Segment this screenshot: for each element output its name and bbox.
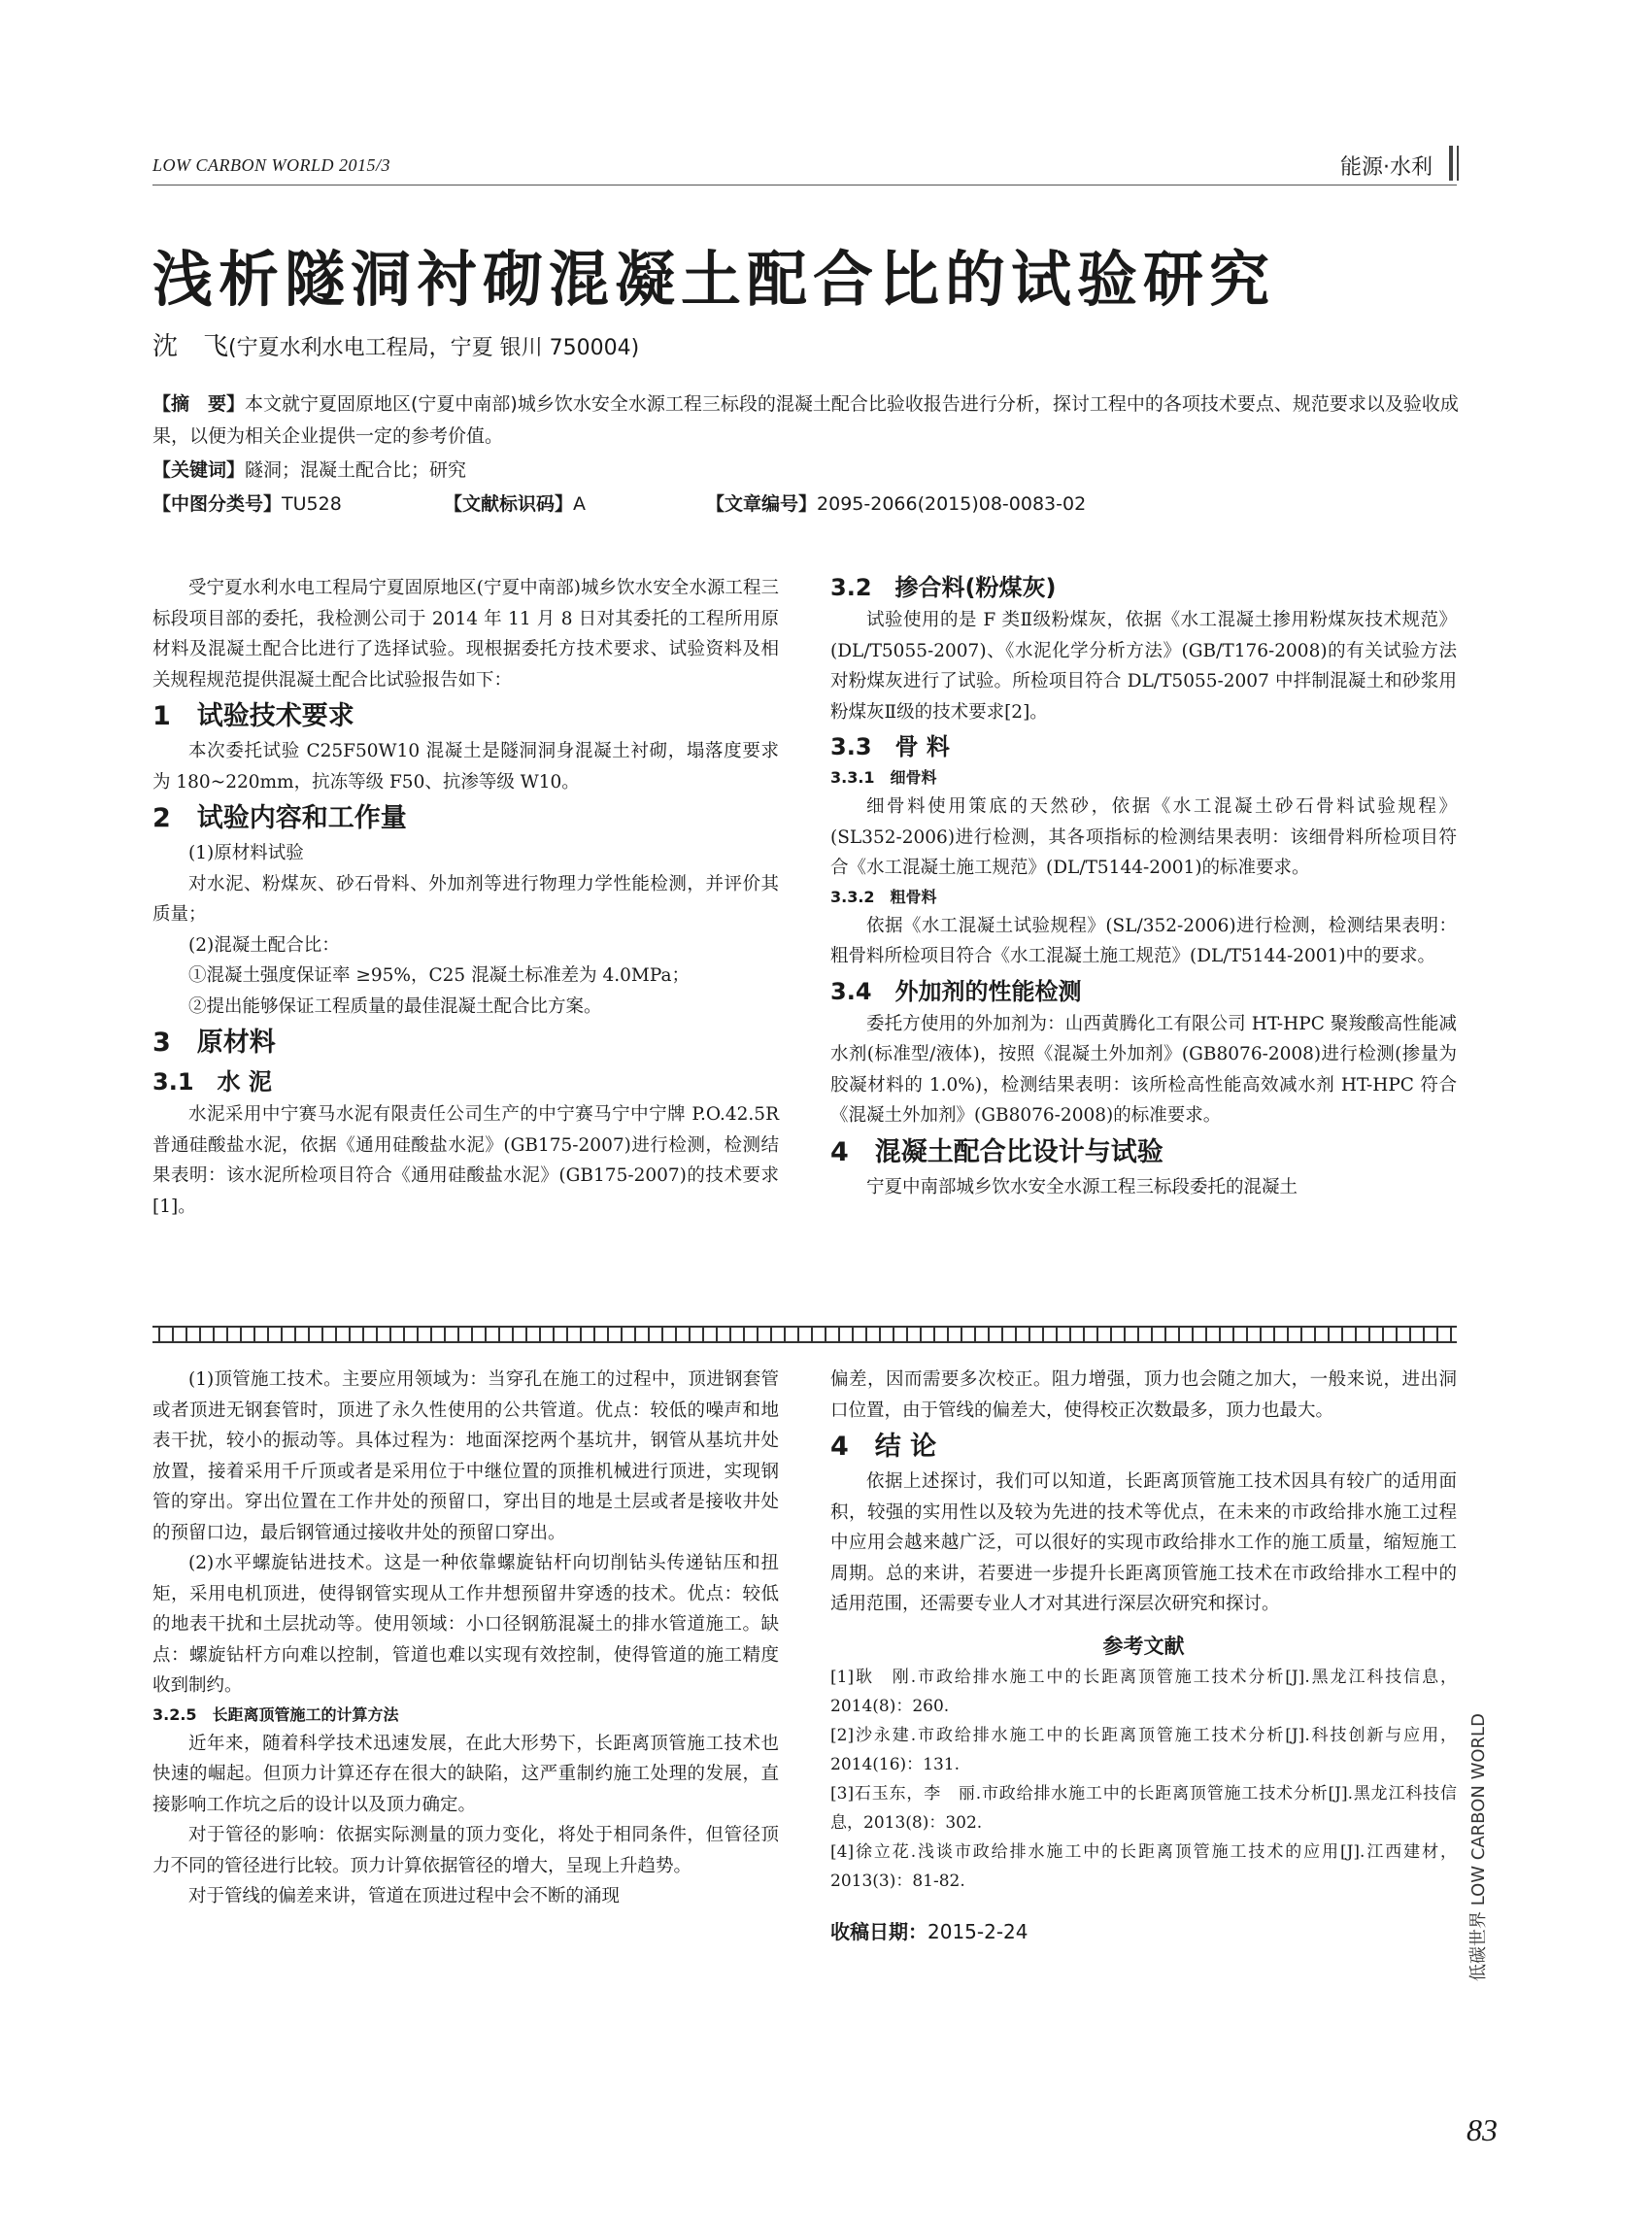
keywords-label: 【关键词】 [152, 459, 246, 481]
section-2-item1-text: 对水泥、粉煤灰、砂石骨料、外加剂等进行物理力学性能检测，并评价其质量； [152, 873, 779, 925]
conclusion-heading: 4 结 论 [830, 1432, 937, 1462]
section-3-3-2-heading: 3.3.2 粗骨料 [830, 887, 937, 906]
pipe-deviation-paragraph: 对于管线的偏差来讲，管道在顶进过程中会不断的涌现 [188, 1886, 621, 1906]
reference-item: [1]耿 刚.市政给排水施工中的长距离顶管施工技术分析[J].黑龙江科技信息，2014(8)：260. [830, 1667, 1457, 1716]
section-3-1-text: 水泥采用中宁赛马水泥有限责任公司生产的中宁赛马宁中宁牌 P.O.42.5R 普通硅酸盐水泥，依据《通用硅酸盐水泥》(GB175-2007)进行检测，检测结果表明：该水泥所检项目符合《通用硅酸盐水泥》(GB175-2007)的技术要求[1]。 [152, 1104, 779, 1217]
abstract [152, 388, 1473, 453]
reference-item: [3]石玉东，李 丽.市政给排水施工中的长距离顶管施工技术分析[J].黑龙江科技信息，2013(8)：302. [830, 1783, 1457, 1833]
auger-boring-paragraph: (2)水平螺旋钻进技术。这是一种依靠螺旋钻杆向切削钻头传递钻压和扭矩，采用电机顶进，使得钢管实现从工作井想预留井穿透的技术。优点：较低的地表干扰和土层扰动等。使用领域：小口径钢筋混凝土的排水管道施工。缺点：螺旋钻杆方向难以控制，管道也难以实现有效控制，使得管道的施工精度收到制约。 [152, 1553, 779, 1696]
deviation-continued: 偏差，因而需要多次校正。阻力增强，顶力也会随之加大，一般来说，进出洞口位置，由于管线的偏差大，使得校正次数最多，顶力也最大。 [830, 1369, 1457, 1421]
keywords-text: 隧洞；混凝土配合比；研究 [245, 459, 467, 481]
page-number: 83 [1467, 2112, 1498, 2147]
section-3-4-text: 委托方使用的外加剂为：山西黄腾化工有限公司 HT-HPC 聚羧酸高性能减水剂(标准型/液体)，按照《混凝土外加剂》(GB8076-2008)进行检测(掺量为胶凝材料的 1.0%)，检测结果表明：该所检高性能高效减水剂 HT-HPC 符合《混凝土外加剂》(GB8076-2008)的标准要求。 [830, 1013, 1457, 1126]
left-column-top [152, 573, 779, 1222]
section-3-heading: 3 原材料 [152, 1028, 276, 1058]
intro-paragraph: 受宁夏水利水电工程局宁夏固原地区(宁夏中南部)城乡饮水安全水源工程三标段项目部的委托，我检测公司于 2014 年 11 月 8 日对其委托的工程所用原材料及混凝土配合比进行了选择试验。现根据委托方技术要求、试验资料及相关规程规范提供混凝土配合比试验报告如下： [152, 578, 779, 691]
section-2-item2: (2)混凝土配合比： [188, 934, 340, 956]
abstract-label: 【摘 要】 [152, 393, 246, 415]
section-header: 能源·水利 [1340, 155, 1433, 180]
author-name: 沈 飞 [152, 332, 229, 361]
section-4-heading: 4 混凝土配合比设计与试验 [830, 1136, 1163, 1167]
section-1-heading: 1 试验技术要求 [152, 701, 354, 731]
section-3-3-1-text: 细骨料使用策底的天然砂，依据《水工混凝土砂石骨料试验规程》(SL352-2006)进行检测，其各项指标的检测结果表明：该细骨料所检项目符合《水工混凝土施工规范》(DL/T5144-2001)的标准要求。 [830, 796, 1457, 878]
abstract-text: 本文就宁夏固原地区(宁夏中南部)城乡饮水安全水源工程三标段的混凝土配合比验收报告进行分析，探讨工程中的各项技术要点、规范要求以及验收成果，以便为相关企业提供一定的参考价值。 [152, 393, 1459, 447]
section-2-item2a: ①混凝土强度保证率 ≥95%，C25 混凝土标准差为 4.0MPa； [188, 965, 690, 986]
article-number: 【文章编号】2095-2066(2015)08-0083-02 [706, 493, 1087, 515]
keywords [152, 455, 1473, 487]
received-date: 收稿日期：2015-2-24 [830, 1919, 1028, 1943]
header-bar-thin [1457, 146, 1459, 181]
section-3-3-2-text: 依据《水工混凝土试验规程》(SL/352-2006)进行检测，检测结果表明：粗骨料所检项目符合《水工混凝土施工规范》(DL/T5144-2001)中的要求。 [830, 915, 1457, 966]
conclusion-paragraph: 依据上述探讨，我们可以知道，长距离顶管施工技术因具有较广的适用面积，较强的实用性以及较为先进的技术等优点，在未来的市政给排水施工过程中应用会越来越广泛，可以很好的实现市政给排水工作的施工质量，缩短施工周期。总的来讲，若要进一步提升长距离顶管施工技术在市政给排水工程中的适用范围，还需要专业人才对其进行深层次研究和探讨。 [830, 1471, 1457, 1614]
clc: 【中图分类号】TU528 [152, 493, 342, 515]
page-divider [152, 1326, 1457, 1343]
left-column-bottom [152, 1365, 779, 1912]
section-2-item1: (1)原材料试验 [188, 843, 304, 863]
paper-title: 浅析隧洞衬砌混凝土配合比的试验研究 [152, 244, 1276, 315]
reference-item: [2]沙永建.市政给排水施工中的长距离顶管施工技术分析[J].科技创新与应用，2014(16)：131. [830, 1725, 1457, 1774]
right-column-top [830, 568, 1457, 1202]
section-3-3-1-heading: 3.3.1 细骨料 [830, 768, 937, 787]
pipe-diameter-paragraph: 对于管径的影响：依据实际测量的顶力变化，将处于相同条件，但管径顶力不同的管径进行比较。顶力计算依据管径的增大，呈现上升趋势。 [152, 1825, 779, 1876]
pipe-jacking-paragraph: (1)顶管施工技术。主要应用领域为：当穿孔在施工的过程中，顶进钢套管或者顶进无钢套管时，顶进了永久性使用的公共管道。优点：较低的噪声和地表干扰，较小的振动等。具体过程为：地面深挖两个基坑井，钢管从基坑井处放置，接着采用千斤顶或者是采用位于中继位置的顶推机械进行顶进，实现钢管的穿出。穿出位置在工作井处的预留口，穿出目的地是土层或者是接收井处的预留口边，最后钢管通过接收井处的预留口穿出。 [152, 1369, 779, 1543]
section-4-text: 宁夏中南部城乡饮水安全水源工程三标段委托的混凝土 [866, 1176, 1298, 1197]
section-3-3-heading: 3.3 骨 料 [830, 733, 950, 760]
header-bar [1449, 146, 1453, 181]
section-2-heading: 2 试验内容和工作量 [152, 803, 407, 833]
side-journal-label: 低碳世界 LOW CARBON WORLD [1468, 1713, 1489, 1981]
section-3-1-heading: 3.1 水 泥 [152, 1068, 272, 1096]
reference-item: [4]徐立花.浅谈市政给排水施工中的长距离顶管施工技术的应用[J].江西建材，2013(3)：81-82. [830, 1841, 1457, 1891]
journal-header: LOW CARBON WORLD 2015/3 [152, 155, 390, 175]
section-3-2-text: 试验使用的是 F 类Ⅱ级粉煤灰，依据《水工混凝土掺用粉煤灰技术规范》(DL/T5055-2007)、《水泥化学分析方法》(GB/T176-2008)的有关试验方法对粉煤灰进行了试验。所检项目符合 DL/T5055-2007 中拌制混凝土和砂浆用粉煤灰Ⅱ级的技术要求[2]。 [830, 610, 1457, 723]
right-column-bottom [830, 1365, 1457, 1947]
calc-method-paragraph: 近年来，随着科学技术迅速发展，在此大形势下，长距离顶管施工技术也快速的崛起。但顶力计算还存在很大的缺陷，这严重制约施工处理的发展，直接影响工作坑之后的设计以及顶力确定。 [152, 1733, 779, 1815]
section-3-2-heading: 3.2 掺合料(粉煤灰) [830, 574, 1057, 601]
section-1-text: 本次委托试验 C25F50W10 混凝土是隧洞洞身混凝土衬砌，塌落度要求为 180~220mm，抗冻等级 F50、抗渗等级 W10。 [152, 741, 779, 793]
section-2-item2b: ②提出能够保证工程质量的最佳混凝土配合比方案。 [188, 995, 602, 1017]
section-3-4-heading: 3.4 外加剂的性能检测 [830, 977, 1082, 1005]
references-heading: 参考文献 [1102, 1634, 1185, 1658]
header-rule [152, 185, 1457, 186]
doc-code: 【文献标识码】A [444, 493, 587, 515]
author-line [152, 326, 639, 362]
section-3-2-5-heading: 3.2.5 长距离顶管施工的计算方法 [152, 1704, 399, 1724]
author-affiliation: (宁夏水利水电工程局，宁夏 银川 750004) [228, 336, 640, 360]
